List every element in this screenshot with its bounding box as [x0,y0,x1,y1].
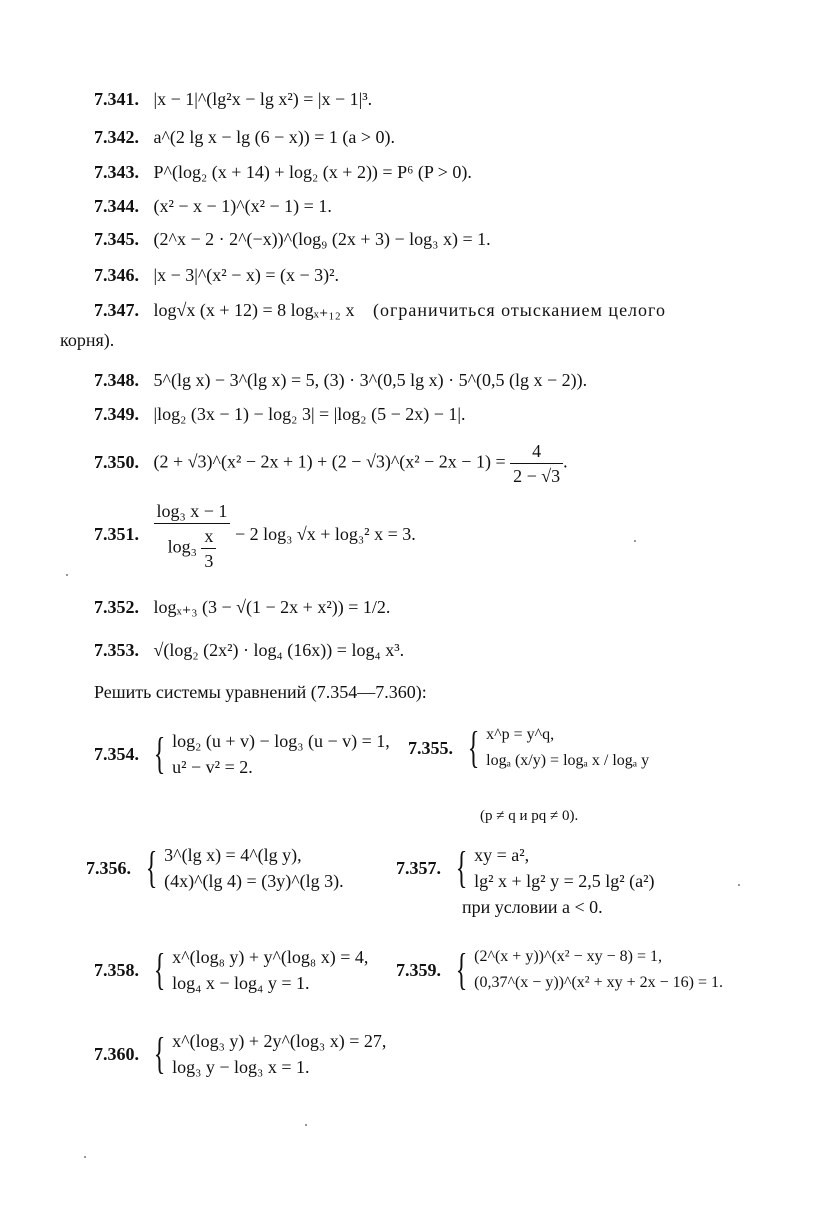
problem-number: 7.345. [94,229,139,249]
system-number: 7.354. [94,744,139,764]
problem-7-351 [94,502,416,570]
problem-7-353 [94,641,404,659]
fraction-numerator: log₃ x − 1 [154,502,231,524]
fraction-denominator [154,524,231,570]
system-row-1: log₂ (u + v) − log₃ (u − v) = 1, [172,731,390,751]
system-condition: при условии a < 0. [462,897,603,917]
system-row-1: x^p = y^q, [486,726,555,743]
log-base-3: log₃ [167,536,197,557]
problem-7-344 [94,197,332,215]
problem-note: (ограничиться отысканием целого [372,300,666,320]
system-7-358 [94,944,368,996]
problem-7-347 [94,301,666,319]
brace-icon: { [455,945,468,994]
problem-7-345 [94,230,491,248]
system-number: 7.356. [86,858,131,878]
system-row-2: u² − v² = 2. [172,757,253,777]
system-7-354 [94,728,390,780]
fraction-denominator: 2 − √3 [513,466,561,486]
problem-expression: (x² − x − 1)^(x² − 1) = 1. [153,196,332,216]
problem-expression: a^(2 lg x − lg (6 − x)) = 1 (a > 0). [153,127,395,147]
problem-expression: |x − 1|^(lg²x − lg x²) = |x − 1|³. [153,89,373,109]
problem-number: 7.347. [94,300,139,320]
system-7-357 [396,842,655,894]
system-7-356 [86,842,344,894]
system-number: 7.355. [408,738,453,758]
system-7-359 [396,944,723,996]
brace-icon: { [153,1029,166,1078]
system-row-2: (0,37^(x − y))^(x² + xy + 2x − 16) = 1. [474,974,724,991]
problem-expression: log√x (x + 12) = 8 logₓ₊₁₂ x [153,300,355,320]
problem-number: 7.353. [94,640,139,660]
inner-fraction [201,527,216,570]
brace-icon: { [153,945,166,994]
system-row-2: log₄ x − log₄ y = 1. [172,973,310,993]
system-row-1: (2^(x + y))^(x² − xy − 8) = 1, [474,948,662,965]
system-number: 7.359. [396,960,441,980]
system-row-2: logₐ (x/y) = logₐ x / logₐ y [486,752,650,769]
problem-number: 7.349. [94,404,139,424]
fraction-numerator: 4 [510,442,563,464]
problem-expression: (2 + √3)^(x² − 2x + 1) + (2 − √3)^(x² − 2x − 1) = [153,451,506,472]
problem-number: 7.342. [94,127,139,147]
problem-number: 7.341. [94,89,139,109]
problem-number: 7.344. [94,196,139,216]
brace-icon: { [153,729,166,778]
brace-icon: { [455,843,468,892]
scan-speck [84,1156,86,1158]
scan-speck [634,540,636,542]
problem-7-350 [94,442,568,485]
problem-expression: |log₂ (3x − 1) − log₂ 3| = |log₂ (5 − 2x) − 1|. [153,404,466,424]
problem-7-341 [94,90,372,108]
inner-numerator: x [201,527,216,549]
system-condition: (p ≠ q и pq ≠ 0). [480,808,579,824]
problem-7-343 [94,163,472,181]
inner-denominator: 3 [204,551,214,571]
problem-7-352 [94,598,390,616]
problem-expression: 5^(lg x) − 3^(lg x) = 5, (3) · 3^(0,5 lg x) · 5^(0,5 (lg x − 2)). [153,370,588,390]
system-row-1: xy = a², [474,845,530,865]
problem-7-342 [94,128,395,146]
problem-note-continuation: корня). [60,330,115,350]
problem-number: 7.348. [94,370,139,390]
system-row-2: log₃ y − log₃ x = 1. [172,1057,310,1077]
problem-expression: logₓ₊₃ (3 − √(1 − 2x + x²)) = 1/2. [153,597,391,617]
problem-expression: P^(log₂ (x + 14) + log₂ (x + 2)) = P⁶ (P > 0). [153,162,472,182]
problem-number: 7.352. [94,597,139,617]
system-7-355 [408,722,649,774]
scan-speck [305,1124,307,1126]
problem-7-348 [94,371,587,389]
system-row-1: 3^(lg x) = 4^(lg y), [164,845,302,865]
system-row-1: x^(log₃ y) + 2y^(log₃ x) = 27, [172,1031,387,1051]
system-number: 7.357. [396,858,441,878]
scan-speck [738,884,740,886]
problem-number: 7.350. [94,451,139,472]
problem-number: 7.343. [94,162,139,182]
systems-heading: Решить системы уравнений (7.354—7.360): [94,682,427,702]
problem-number: 7.351. [94,524,139,545]
system-row-1: x^(log₈ y) + y^(log₈ x) = 4, [172,947,369,967]
system-row-2: lg² x + lg² y = 2,5 lg² (a²) [474,871,655,891]
fraction [154,502,231,570]
system-row-2: (4x)^(lg 4) = (3y)^(lg 3). [164,871,344,891]
brace-icon: { [467,723,480,772]
system-number: 7.360. [94,1044,139,1064]
system-7-360 [94,1028,386,1080]
problem-expression: √(log₂ (2x²) · log₄ (16x)) = log₄ x³. [153,640,405,660]
period: . [563,451,568,472]
problem-expression: |x − 3|^(x² − x) = (x − 3)². [153,265,340,285]
brace-icon: { [145,843,158,892]
problem-expression: − 2 log₃ √x + log₃² x = 3. [234,524,416,545]
scan-speck [66,574,68,576]
problem-7-349 [94,405,465,423]
problem-expression: (2^x − 2 · 2^(−x))^(log₉ (2x + 3) − log₃ x) = 1. [153,229,491,249]
problem-number: 7.346. [94,265,139,285]
fraction [510,442,563,485]
system-number: 7.358. [94,960,139,980]
problem-7-346 [94,266,339,284]
